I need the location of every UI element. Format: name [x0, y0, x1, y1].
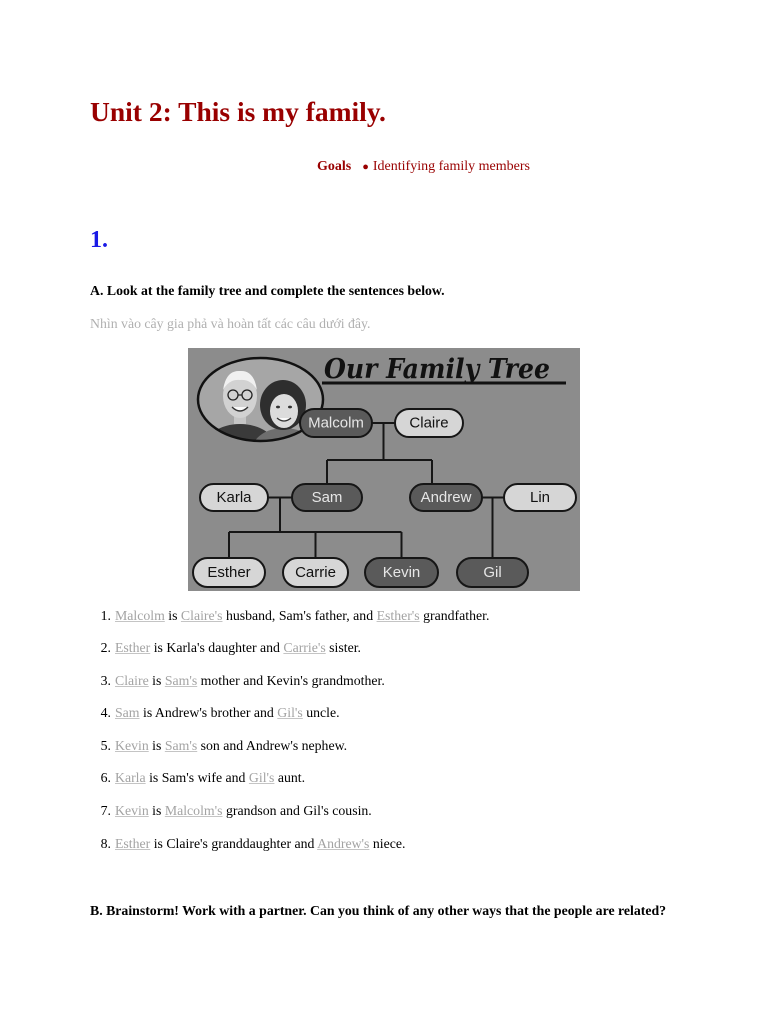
sentence-text: sister.: [325, 640, 361, 656]
family-member-lin: [504, 484, 576, 511]
sentence-text: is Karla's daughter and: [150, 640, 284, 656]
item-number: 2.: [100, 640, 111, 656]
sentence-text: grandfather.: [419, 607, 490, 623]
item-number: 6.: [100, 770, 111, 786]
sentence-text: is: [164, 607, 181, 623]
page-title: Unit 2: This is my family.: [90, 95, 386, 127]
family-member-gil: [457, 558, 528, 587]
member-name: Carrie: [295, 564, 336, 581]
member-name: Andrew: [420, 489, 472, 506]
item-number: 1.: [100, 607, 111, 623]
family-member-andrew: [410, 484, 482, 511]
family-member-esther: [193, 558, 265, 587]
answer-text: Malcolm's: [164, 802, 223, 818]
member-name: Esther: [207, 564, 251, 581]
item-number: 5.: [100, 737, 111, 753]
exercise-items-list: [90, 600, 489, 861]
item-number: 3.: [100, 672, 111, 688]
item-number: 7.: [100, 802, 111, 818]
exercise-a-heading: A. Look at the family tree and complete the sentences below.: [90, 283, 445, 298]
answer-text: Malcolm: [115, 607, 165, 623]
answer-text: Sam: [115, 705, 140, 721]
item-number: 8.: [100, 835, 111, 851]
answer-text: Claire: [115, 672, 149, 688]
sentence-text: husband, Sam's father, and: [222, 607, 377, 623]
answer-text: Gil's: [277, 705, 303, 721]
family-member-malcolm: [300, 409, 372, 437]
family-member-kevin: [365, 558, 438, 587]
answer-text: Carrie's: [283, 640, 326, 656]
sentence-item: [90, 730, 489, 763]
answer-text: Andrew's: [317, 835, 370, 851]
exercise-a-translation: Nhìn vào cây gia phả và hoàn tất các câu dưới đây.: [90, 316, 371, 331]
sentence-text: is Andrew's brother and: [139, 705, 278, 721]
goals-line: [317, 160, 530, 174]
sentence-text: is: [148, 672, 165, 688]
member-name: Malcolm: [308, 414, 364, 432]
answer-text: Esther: [115, 640, 151, 656]
family-tree-image: [188, 348, 580, 591]
member-name: Lin: [529, 489, 551, 506]
answer-text: Esther: [115, 835, 151, 851]
answer-text: Kevin: [115, 737, 149, 753]
family-member-sam: [292, 484, 362, 511]
goals-item: Identifying family members: [372, 159, 530, 174]
answer-text: Esther's: [376, 607, 420, 623]
answer-text: Sam's: [164, 737, 198, 753]
answer-text: Kevin: [115, 802, 149, 818]
sentence-text: aunt.: [274, 770, 306, 786]
sentence-text: mother and Kevin's grandmother.: [197, 672, 385, 688]
sentence-item: [90, 828, 489, 861]
answer-text: Karla: [115, 770, 146, 786]
sentence-text: son and Andrew's nephew.: [197, 737, 348, 753]
family-member-karla: [200, 484, 268, 511]
sentence-text: grandson and Gil's cousin.: [222, 802, 372, 818]
answer-text: Gil's: [248, 770, 275, 786]
sentence-text: is Claire's granddaughter and: [150, 835, 318, 851]
family-member-claire: [395, 409, 463, 437]
sentence-text: is: [148, 802, 165, 818]
sentence-item: [90, 762, 489, 795]
sentence-item: [90, 600, 489, 633]
member-name: Kevin: [382, 564, 421, 581]
family-member-carrie: [283, 558, 348, 587]
sentence-text: is Sam's wife and: [145, 770, 249, 786]
goals-label: Goals: [317, 159, 352, 174]
bullet-icon: ●: [362, 161, 369, 173]
member-name: Karla: [216, 489, 252, 506]
sentence-text: niece.: [369, 835, 406, 851]
answer-text: Claire's: [180, 607, 223, 623]
section-number: 1.: [90, 227, 108, 253]
answer-text: Sam's: [164, 672, 198, 688]
sentence-item: [90, 697, 489, 730]
sentence-text: uncle.: [302, 705, 340, 721]
member-name: Gil: [483, 564, 502, 581]
family-tree-title: Our Family Tree: [324, 354, 550, 385]
sentence-text: is: [148, 737, 165, 753]
item-number: 4.: [100, 705, 111, 721]
sentence-item: [90, 665, 489, 698]
member-name: Sam: [311, 489, 343, 506]
member-name: Claire: [409, 414, 449, 432]
sentence-item: [90, 632, 489, 665]
exercise-b-heading: B. Brainstorm! Work with a partner. Can you think of any other ways that the people are related?: [90, 903, 667, 918]
sentence-item: [90, 795, 489, 828]
